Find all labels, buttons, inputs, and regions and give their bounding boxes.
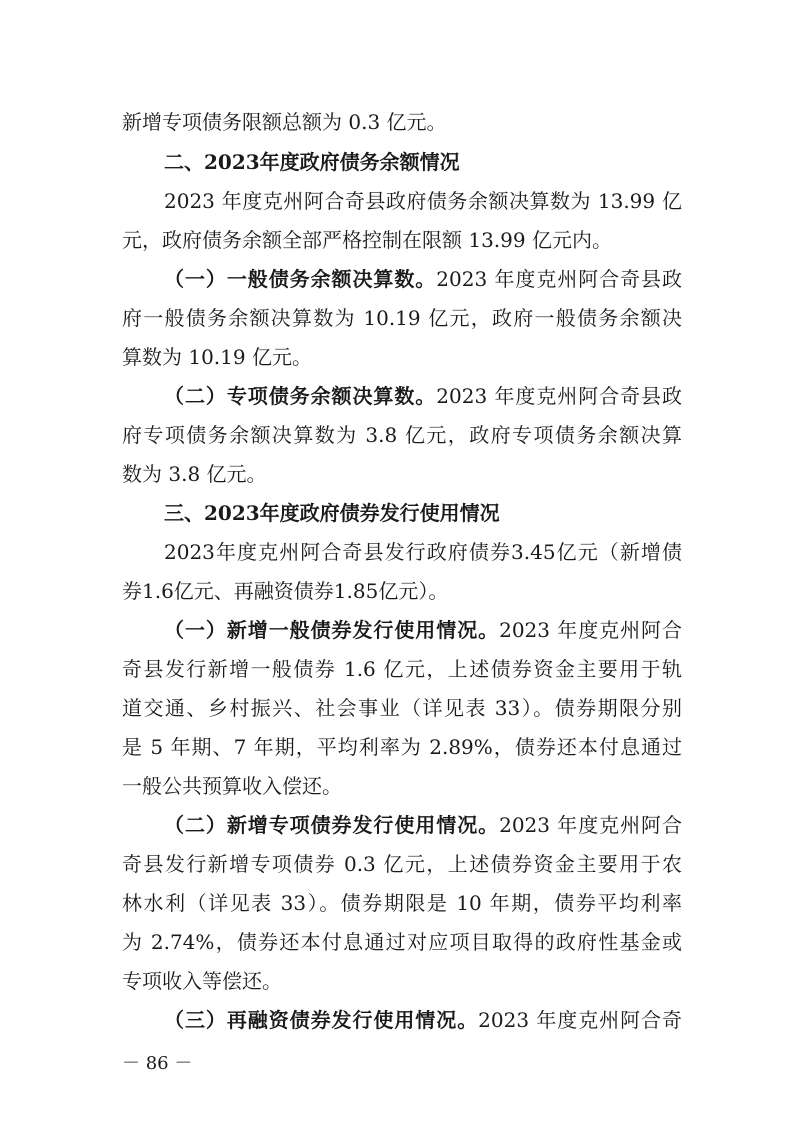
body-line: 新增专项债务限额总额为 0.3 亿元。 (122, 110, 447, 134)
body-line: 府一般债务余额决算数为 10.19 亿元，政府一般债务余额决 (122, 306, 682, 330)
body-line: 专项收入等偿还。 (122, 969, 282, 993)
page-number: － 86 － (122, 1053, 193, 1074)
section-heading: 三、2023年度政府债券发行使用情况 (164, 501, 500, 525)
body-line: 为 2.74%，债券还本付息通过对应项目取得的政府性基金或 (122, 930, 682, 954)
body-line: 一般公共预算收入偿还。 (122, 774, 342, 798)
body-line: 林水利（详见表 33）。债券期限是 10 年期，债券平均利率 (122, 891, 682, 915)
body-line: 2023 年度克州阿合奇县政府债务余额决算数为 13.99 亿 (164, 189, 682, 213)
body-line: 元，政府债务余额全部严格控制在限额 13.99 亿元内。 (122, 228, 612, 252)
subsection-heading: （三）再融资债券发行使用情况。 (164, 1008, 479, 1032)
body-line: 是 5 年期、7 年期，平均利率为 2.89%，债券还本付息通过 (122, 735, 682, 759)
body-text: 2023 年度克州阿合 (499, 813, 683, 837)
body-line: 道交通、乡村振兴、社会事业（详见表 33）。债券期限分别 (122, 696, 682, 720)
subsection-heading: （一）新增一般债券发行使用情况。 (164, 618, 500, 642)
subsection-line (164, 807, 682, 843)
body-line: 奇县发行新增专项债券 0.3 亿元，上述债券资金主要用于农 (122, 852, 682, 876)
body-line: 数为 3.8 亿元。 (122, 462, 267, 486)
body-text: 2023 年度克州阿合奇县政 (436, 267, 683, 291)
body-line: 算数为 10.19 亿元。 (122, 345, 312, 369)
body-text: 2023 年度克州阿合 (499, 618, 683, 642)
body-line: 券1.6亿元、再融资债券1.85亿元）。 (122, 579, 449, 603)
subsection-line (164, 378, 682, 414)
subsection-heading: （二）新增专项债券发行使用情况。 (164, 813, 500, 837)
body-line: 府专项债务余额决算数为 3.8 亿元，政府专项债务余额决算 (122, 423, 682, 447)
subsection-heading: （二）专项债务余额决算数。 (164, 384, 437, 408)
section-heading: 二、2023年度政府债务余额情况 (164, 150, 460, 174)
subsection-line (164, 1002, 682, 1038)
body-line: 奇县发行新增一般债券 1.6 亿元，上述债券资金主要用于轨 (122, 657, 682, 681)
subsection-heading: （一）一般债务余额决算数。 (164, 267, 437, 291)
body-text: 2023 年度克州阿合奇县政 (436, 384, 683, 408)
body-line: 2023年度克州阿合奇县发行政府债券3.45亿元（新增债 (164, 540, 682, 564)
body-text: 2023 年度克州阿合奇 (478, 1008, 682, 1032)
subsection-line (164, 261, 682, 297)
subsection-line (164, 612, 682, 648)
